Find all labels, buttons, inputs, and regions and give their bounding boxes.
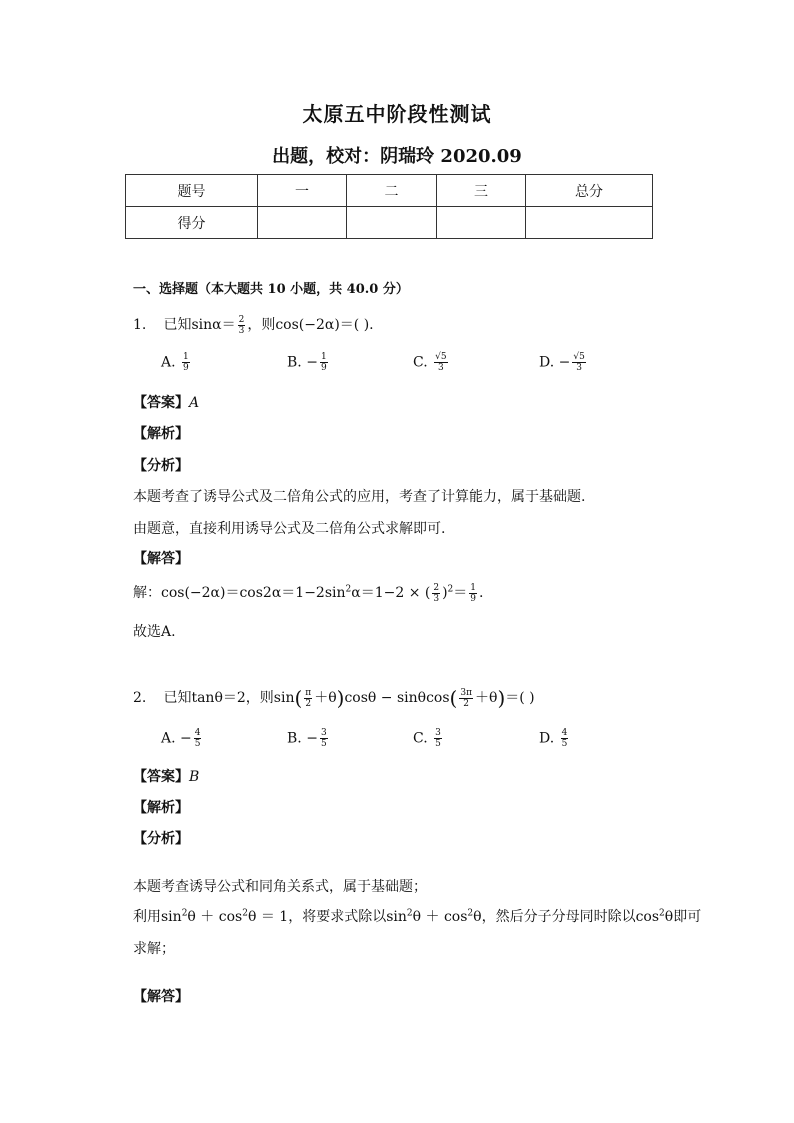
numerator: 1 bbox=[320, 352, 327, 362]
q2-option-c[interactable] bbox=[413, 728, 444, 749]
option-sign: − bbox=[306, 354, 318, 371]
analysis-text: θ即可 bbox=[664, 909, 702, 925]
question-1-stem bbox=[133, 314, 374, 336]
q2-analysis-text bbox=[133, 906, 701, 926]
score-table bbox=[125, 174, 653, 239]
superscript: 2 bbox=[242, 908, 248, 919]
option-letter: D. bbox=[539, 354, 555, 371]
q2-explain-label: 【解析】 bbox=[133, 800, 189, 816]
answer-label: 【答案】 bbox=[133, 769, 189, 785]
q1-explain-label: 【解析】 bbox=[133, 426, 189, 442]
stem-text: ＝( ) bbox=[505, 690, 535, 706]
stem-text: 已知sinα＝ bbox=[163, 317, 236, 333]
q2-option-b[interactable] bbox=[287, 728, 330, 749]
fraction bbox=[561, 728, 569, 749]
q2-option-d[interactable] bbox=[539, 728, 570, 749]
solution-text: . bbox=[479, 585, 484, 601]
solution-text: α＝1−2 × ( bbox=[351, 585, 431, 601]
numerator: 3π bbox=[460, 687, 472, 698]
numerator: √5 bbox=[435, 352, 447, 362]
fraction bbox=[459, 688, 473, 709]
option-sign: − bbox=[306, 730, 318, 747]
table-row-label: 得分 bbox=[126, 207, 258, 239]
fraction bbox=[434, 352, 447, 373]
numerator: π bbox=[305, 687, 312, 698]
q1-option-b[interactable] bbox=[287, 352, 330, 373]
option-letter: A. bbox=[161, 354, 176, 371]
denominator: 5 bbox=[194, 739, 201, 749]
fraction bbox=[320, 352, 328, 373]
option-letter: A. bbox=[161, 730, 176, 747]
stem-text: cosθ − sinθcos bbox=[344, 690, 450, 706]
q1-option-a[interactable] bbox=[161, 352, 192, 373]
numerator: 2 bbox=[433, 582, 440, 593]
option-letter: D. bbox=[539, 730, 555, 747]
score-cell[interactable] bbox=[437, 207, 526, 239]
numerator: √5 bbox=[573, 352, 585, 362]
option-letter: C. bbox=[413, 354, 428, 371]
fraction bbox=[194, 728, 202, 749]
question-2-stem bbox=[133, 686, 535, 710]
denominator: 5 bbox=[320, 739, 327, 749]
analysis-text: θ ＋ cos bbox=[187, 909, 243, 925]
table-header-cell: 二 bbox=[347, 175, 437, 207]
numerator: 2 bbox=[238, 314, 245, 325]
table-header-cell: 一 bbox=[258, 175, 347, 207]
option-letter: C. bbox=[413, 730, 428, 747]
option-sign: − bbox=[558, 354, 571, 371]
table-row bbox=[126, 175, 653, 207]
denominator: 3 bbox=[576, 363, 582, 373]
page-subtitle: 出题，校对：阴瑞玲 2020.09 bbox=[272, 146, 522, 167]
superscript: 2 bbox=[467, 908, 474, 919]
fraction bbox=[432, 583, 440, 604]
fraction bbox=[320, 728, 328, 749]
fraction bbox=[572, 352, 585, 373]
answer-value: A bbox=[189, 395, 200, 411]
page-title: 太原五中阶段性测试 bbox=[302, 102, 492, 126]
option-letter: B. bbox=[287, 730, 302, 747]
fraction bbox=[469, 583, 477, 604]
denominator: 5 bbox=[435, 739, 441, 749]
q1-conclusion: 故选A. bbox=[133, 624, 176, 640]
numerator: 3 bbox=[320, 728, 327, 738]
table-header-cell: 三 bbox=[437, 175, 526, 207]
fraction bbox=[434, 728, 442, 749]
denominator: 9 bbox=[320, 363, 327, 373]
numerator: 1 bbox=[470, 582, 477, 593]
q1-analysis-text: 本题考查了诱导公式及二倍角公式的应用，考查了计算能力，属于基础题. bbox=[133, 489, 586, 505]
q2-analysis-label: 【分析】 bbox=[133, 831, 189, 847]
q1-analysis-text: 由题意，直接利用诱导公式及二倍角公式求解即可. bbox=[133, 521, 446, 537]
stem-text: ＋θ bbox=[475, 690, 498, 706]
section-heading: 一、选择题（本大题共 10 小题，共 40.0 分） bbox=[133, 282, 409, 297]
fraction bbox=[238, 315, 246, 336]
question-number: 1. bbox=[133, 317, 147, 333]
paren: ( bbox=[449, 686, 458, 710]
fraction bbox=[182, 352, 190, 373]
denominator: 3 bbox=[437, 363, 444, 373]
superscript: 2 bbox=[345, 584, 352, 595]
numerator: 3 bbox=[435, 728, 441, 738]
table-row bbox=[126, 207, 653, 239]
q1-option-c[interactable] bbox=[413, 352, 450, 373]
paren: ) bbox=[497, 686, 506, 710]
superscript: 2 bbox=[406, 908, 413, 919]
q1-solution-text bbox=[133, 582, 483, 604]
fraction bbox=[304, 688, 312, 709]
analysis-text: θ ＝ 1，将要求式除以sin bbox=[247, 909, 407, 925]
q2-analysis-text: 本题考查诱导公式和同角关系式，属于基础题； bbox=[133, 879, 427, 895]
numerator: 4 bbox=[561, 728, 568, 738]
table-header-cell: 题号 bbox=[126, 175, 258, 207]
solution-text: 解：cos(−2α)＝cos2α＝1−2sin bbox=[133, 585, 346, 601]
superscript: 2 bbox=[181, 908, 188, 919]
option-letter: B. bbox=[287, 354, 302, 371]
denominator: 3 bbox=[433, 593, 440, 604]
denominator: 3 bbox=[238, 325, 245, 336]
q1-solution-label: 【解答】 bbox=[133, 551, 189, 567]
solution-text: ＝ bbox=[453, 585, 468, 601]
numerator: 4 bbox=[194, 728, 201, 738]
analysis-text: 利用sin bbox=[133, 909, 182, 925]
superscript: 2 bbox=[659, 908, 665, 919]
score-cell[interactable] bbox=[258, 207, 347, 239]
paren: ) bbox=[336, 686, 345, 710]
q2-option-a[interactable] bbox=[161, 728, 203, 749]
paren: ( bbox=[294, 686, 303, 710]
analysis-text: θ，然后分子分母同时除以cos bbox=[473, 909, 660, 925]
q1-option-d[interactable] bbox=[539, 352, 588, 373]
q1-answer bbox=[133, 392, 199, 412]
table-header-cell: 总分 bbox=[526, 175, 653, 207]
score-cell[interactable] bbox=[526, 207, 653, 239]
superscript: 2 bbox=[447, 584, 454, 595]
analysis-text: θ ＋ cos bbox=[412, 909, 468, 925]
question-number: 2. bbox=[133, 690, 147, 706]
denominator: 9 bbox=[470, 593, 477, 604]
solution-text: ) bbox=[442, 585, 448, 601]
denominator: 2 bbox=[305, 698, 312, 709]
stem-text: ，则cos(−2α)＝( ). bbox=[247, 317, 374, 333]
numerator: 1 bbox=[183, 352, 189, 362]
score-cell[interactable] bbox=[347, 207, 437, 239]
stem-text: 已知tanθ＝2，则sin bbox=[163, 690, 295, 706]
denominator: 5 bbox=[561, 739, 568, 749]
q2-answer bbox=[133, 766, 199, 786]
denominator: 9 bbox=[183, 363, 189, 373]
stem-text: ＋θ bbox=[314, 690, 337, 706]
q2-analysis-text: 求解； bbox=[133, 941, 175, 957]
answer-value: B bbox=[189, 769, 200, 785]
denominator: 2 bbox=[463, 698, 470, 709]
option-sign: − bbox=[180, 730, 192, 747]
answer-label: 【答案】 bbox=[133, 395, 189, 411]
q1-analysis-label: 【分析】 bbox=[133, 458, 189, 474]
q2-solution-label: 【解答】 bbox=[133, 989, 189, 1005]
